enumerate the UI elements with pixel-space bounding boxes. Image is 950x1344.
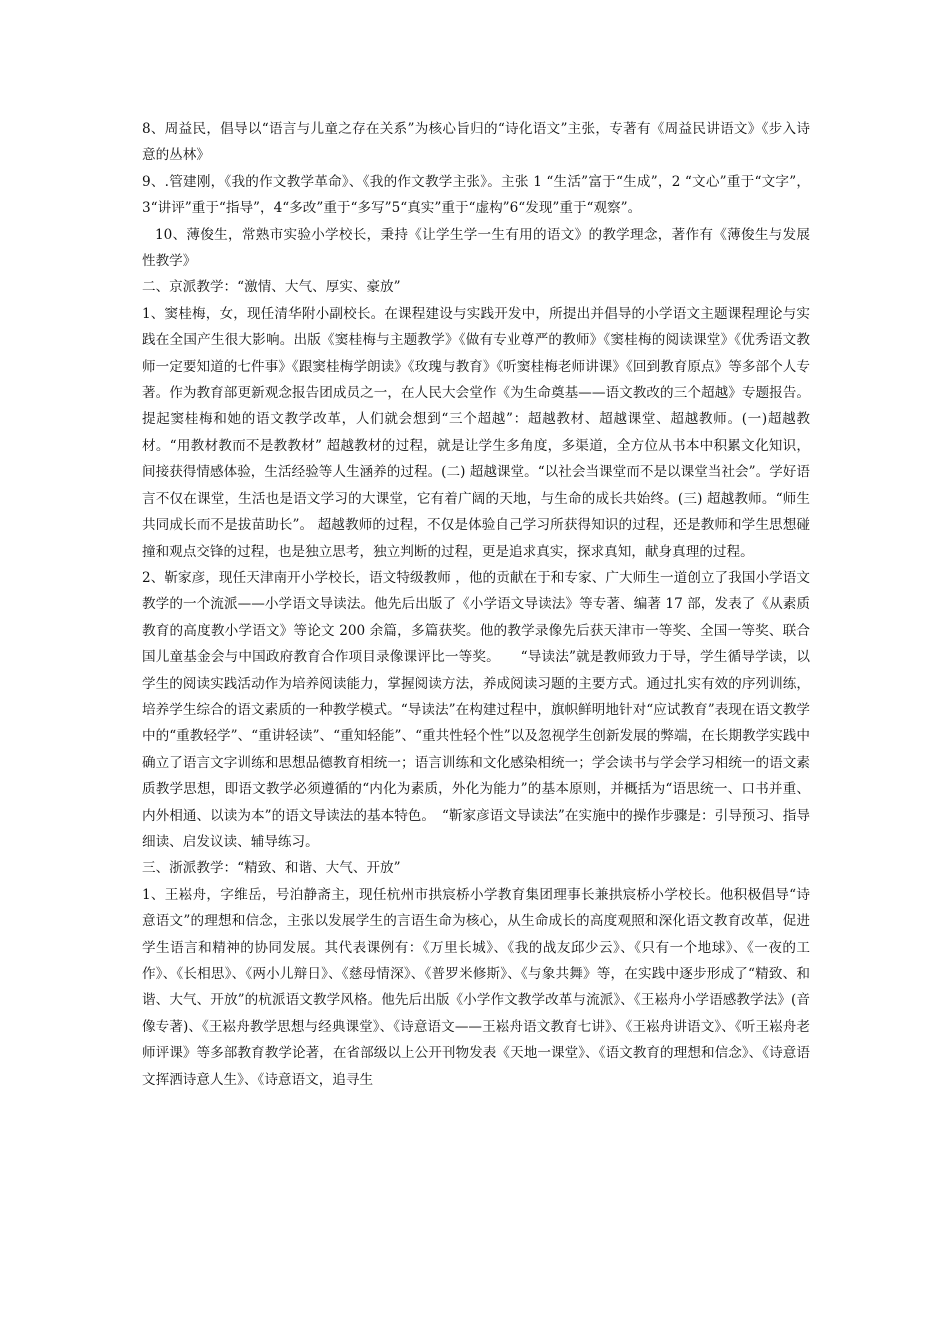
paragraph-item-10: 10、薄俊生，常熟市实验小学校长，秉持《让学生学一生有用的语文》的教学理念，著作有《薄俊生与发展性教学》	[142, 226, 810, 270]
paragraph-wang-songzhou: 1、王崧舟，字维岳，号泊静斋主，现任杭州市拱宸桥小学教育集团理事长兼拱宸桥小学校长。他积极倡导“诗意语文”的理想和信念，主张以发展学生的言语生命为核心，从生命成长的高度观照和深化语文教育改革，促进学生语言和精神的协同发展。其代表课例有：《万里长城》、《我的战友邱少云》、《只有一个地球》、《一夜的工作》、《长相思》、《两小儿辩日》、《慈母情深》、《普罗米修斯》、《与象共舞》等，在实践中逐步形成了“精致、和谐、大气、开放”的杭派语文教学风格。他先后出版《小学作文教学改革与流派》、《王崧舟小学语感教学法》(音像专著)、《王崧舟教学思想与经典课堂》、《诗意语文——王崧舟语文教育七讲》、《王崧舟讲语文》、《听王崧舟老师评课》等多部教育教学论著，在省部级以上公开刊物发表《天地一课堂》、《语文教育的理想和信念》、《诗意语文挥洒诗意人生》、《诗意语文，追寻生	[142, 886, 810, 1088]
document-page	[142, 116, 810, 1093]
paragraph-jin-jiayan: 2、靳家彦，现任天津南开小学校长，语文特级教师 ，他的贡献在于和专家、广大师生一道创立了我国小学语文教学的一个流派——小学语文导读法。他先后出版了《小学语文导读法》等专著、编著 17 部，发表了《从素质教育的高度教小学语文》等论文 200 余篇，多篇获奖。他的教学录像先后获天津市一等奖、全国一等奖、联合国儿童基金会与中国政府教育合作项目录像课评比一等奖。 “导读法”就是教师致力于导，学生循导学读，以学生的阅读实践活动作为培养阅读能力，掌握阅读方法，养成阅读习题的主要方式。通过扎实有效的序列训练，培养学生综合的语文素质的一种教学模式。“导读法”在构建过程中，旗帜鲜明地针对“应试教育”表现在语文教学中的“重教轻学”、“重讲轻读”、“重知轻能”、“重共性轻个性”以及忽视学生创新发展的弊端，在长期教学实践中确立了语言文字训练和思想品德教育相统一；语言训练和文化感染相统一；学会读书与学会学习相统一的语文素质教学思想，即语文教学必须遵循的“内化为素质，外化为能力”的基本原则，并概括为“语思统一、口书并重、内外相通、以读为本”的语文导读法的基本特色。 “靳家彦语文导读法”在实施中的操作步骤是：引导预习、指导细读、启发议读、辅导练习。	[142, 569, 810, 850]
paragraph-item-8: 8、周益民，倡导以“语言与儿童之存在关系”为核心旨归的“诗化语文”主张，专著有《周益民讲语文》《步入诗意的丛林》	[142, 121, 810, 164]
section-heading-zhepai: 三、浙派教学：“精致、和谐、大气、开放”	[142, 860, 401, 877]
section-heading-jingpai: 二、京派教学：“激情、大气、厚实、豪放”	[142, 279, 401, 296]
paragraph-item-9: 9、.管建刚，《我的作文教学革命》、《我的作文教学主张》。主张 1 “生活”富于“生成”，2 “文心”重于“文字”，3“讲评”重于“指导”，4“多改”重于“多写”5“真实”重于“虚构”6“发现”重于“观察”。	[142, 173, 810, 217]
paragraph-dou-guimei: 1、窦桂梅，女，现任清华附小副校长。在课程建设与实践开发中，所提出并倡导的小学语文主题课程理论与实践在全国产生很大影响。出版《窦桂梅与主题教学》《做有专业尊严的教师》《窦桂梅的阅读课堂》《优秀语文教师一定要知道的七件事》《跟窦桂梅学朗读》《玫瑰与教育》《听窦桂梅老师讲课》《回到教育原点》等多部个人专著。作为教育部更新观念报告团成员之一，在人民大会堂作《为生命奠基——语文教改的三个超越》专题报告。提起窦桂梅和她的语文教学改革，人们就会想到“三个超越”：超越教材、超越课堂、超越教师。(一)超越教材。“用教材教而不是教教材” 超越教材的过程，就是让学生多角度，多渠道，全方位从书本中积累文化知识，间接获得情感体验，生活经验等人生涵养的过程。(二) 超越课堂。“以社会当课堂而不是以课堂当社会”。学好语言不仅在课堂，生活也是语文学习的大课堂，它有着广阔的天地，与生命的成长共始终。(三) 超越教师。“师生共同成长而不是拔苗助长”。 超越教师的过程，不仅是体验自己学习所获得知识的过程，还是教师和学生思想碰撞和观点交锋的过程，也是独立思考，独立判断的过程，更是追求真实，探求真知，献身真理的过程。	[142, 305, 810, 560]
